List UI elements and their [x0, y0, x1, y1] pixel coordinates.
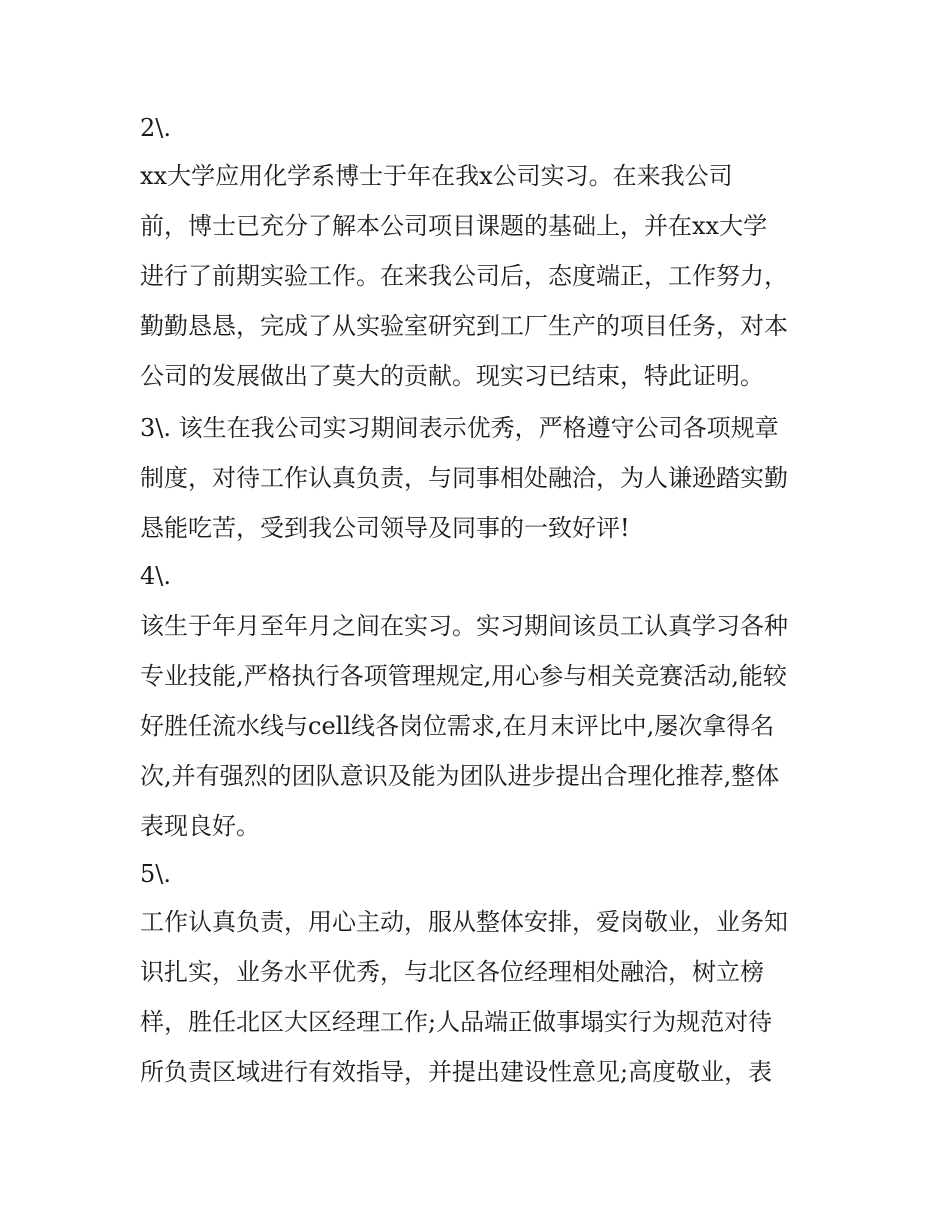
- paragraph-line: 工作认真负责，用心主动，服从整体安排，爱岗敬业，业务知: [140, 908, 788, 936]
- paragraph-line: 公司的发展做出了莫大的贡献。现实习已结束，特此证明。: [140, 362, 764, 390]
- paragraph-line: 恳能吃苦，受到我公司领导及同事的一致好评!: [140, 514, 630, 542]
- paragraph-line: 进行了前期实验工作。在来我公司后，态度端正，工作努力，: [140, 262, 788, 290]
- section-number-2: 2\.: [140, 114, 171, 142]
- paragraph-line: 样，胜任北区大区经理工作;人品端正做事塌实行为规范对待: [140, 1008, 773, 1036]
- paragraph-line: 次,并有强烈的团队意识及能为团队进步提出合理化推荐,整体: [140, 762, 780, 790]
- paragraph-line: 前，博士已充分了解本公司项目课题的基础上，并在xx大学: [140, 212, 768, 240]
- paragraph-line: 该生于年月至年月之间在实习。实习期间该员工认真学习各种: [140, 612, 788, 640]
- paragraph-line: 好胜任流水线与cell线各岗位需求,在月末评比中,屡次拿得名: [140, 712, 775, 740]
- paragraph-line: 专业技能,严格执行各项管理规定,用心参与相关竞赛活动,能较: [140, 662, 787, 690]
- paragraph-line: 所负责区域进行有效指导，并提出建设性意见;高度敬业，表: [140, 1058, 773, 1086]
- section-number-4: 4\.: [140, 562, 171, 590]
- paragraph-line: xx大学应用化学系博士于年在我x公司实习。在来我公司: [140, 162, 733, 190]
- paragraph-line: 表现良好。: [140, 812, 260, 840]
- paragraph-line: 勤勤恳恳，完成了从实验室研究到工厂生产的项目任务，对本: [140, 312, 788, 340]
- section-number-5: 5\.: [140, 860, 171, 888]
- paragraph-line: 识扎实，业务水平优秀，与北区各位经理相处融洽，树立榜: [140, 958, 764, 986]
- paragraph-line: 制度，对待工作认真负责，与同事相处融洽，为人谦逊踏实勤: [140, 464, 788, 492]
- section-3-paragraph-line: 3\. 该生在我公司实习期间表示优秀，严格遵守公司各项规章: [140, 414, 779, 442]
